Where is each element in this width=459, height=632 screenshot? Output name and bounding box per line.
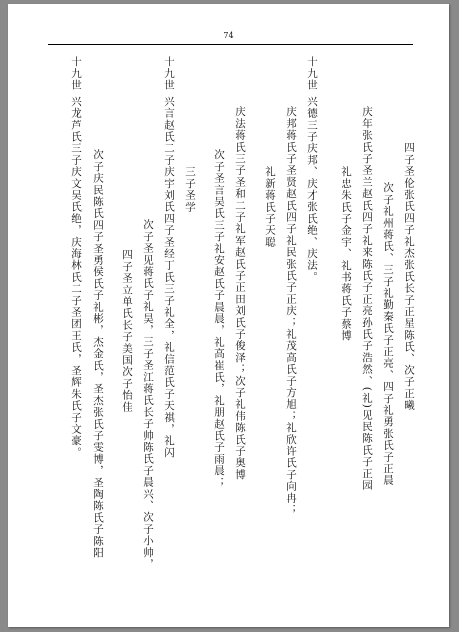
genealogy-line-7: 庆法蒋氏三子圣和二子礼军赵氏子正田刘氏子俊泽；次子礼伟陈氏子奥博	[234, 106, 246, 481]
header-rule	[48, 44, 413, 45]
genealogy-line-5: 庆邦蒋氏子圣贤赵氏四子礼民张氏子正庆；礼茂高氏子方旭；礼欣许氏子向冉；	[285, 106, 297, 516]
genealogy-line-2: 次子礼州蒋氏、三子礼勤秦氏子正亮、四子礼勇张氏子正晨	[382, 182, 394, 487]
generation-heading-1: 十九世 兴德三子庆邦、庆才张氏绝、庆法。	[306, 56, 318, 283]
genealogy-line-11: 四子圣立单氏长子美国次子怡佳	[121, 249, 133, 413]
genealogy-line-10: 次子圣见蒋氏子礼昊，三子圣江蒋氏长子帅陈氏子晨兴、次子小帅，	[142, 219, 154, 570]
genealogy-line-6: 礼新蒋氏子天聪	[264, 166, 276, 248]
genealogy-line-9: 三子圣学	[184, 166, 196, 213]
page-number: 74	[223, 31, 234, 40]
document-page	[8, 4, 449, 627]
genealogy-line-3: 庆年张氏子圣兰赵氏四子礼来陈氏子正亮孙氏子浩然、(礼)见民陈氏子正园	[361, 106, 373, 491]
generation-heading-2: 十九世 兴言赵氏二子庆宇刘氏四子圣经丁氏三子礼全，礼信范氏子天祺，礼闪	[163, 56, 175, 459]
genealogy-line-1: 四子圣伦张氏四子礼杰张氏长子正星陈氏、次子正曦	[403, 142, 415, 412]
genealogy-line-12: 次子庆民陈氏四子圣勇侯氏子礼彬，杰金氏，圣杰张氏子雯博，圣陶陈氏子陈阳	[92, 149, 104, 559]
genealogy-line-4: 礼忠朱氏子金宇、礼书蒋氏子蔡博	[340, 166, 352, 342]
genealogy-line-8: 次子圣言吴氏三子礼安赵氏子晨晨，礼高崔氏，礼朋赵氏子雨晨；	[213, 149, 225, 489]
generation-heading-3: 十九世 兴龙芦氏三子庆文吴氏绝，庆海林氏二子圣团王氏，圣辉朱氏子文豪。	[70, 56, 82, 459]
